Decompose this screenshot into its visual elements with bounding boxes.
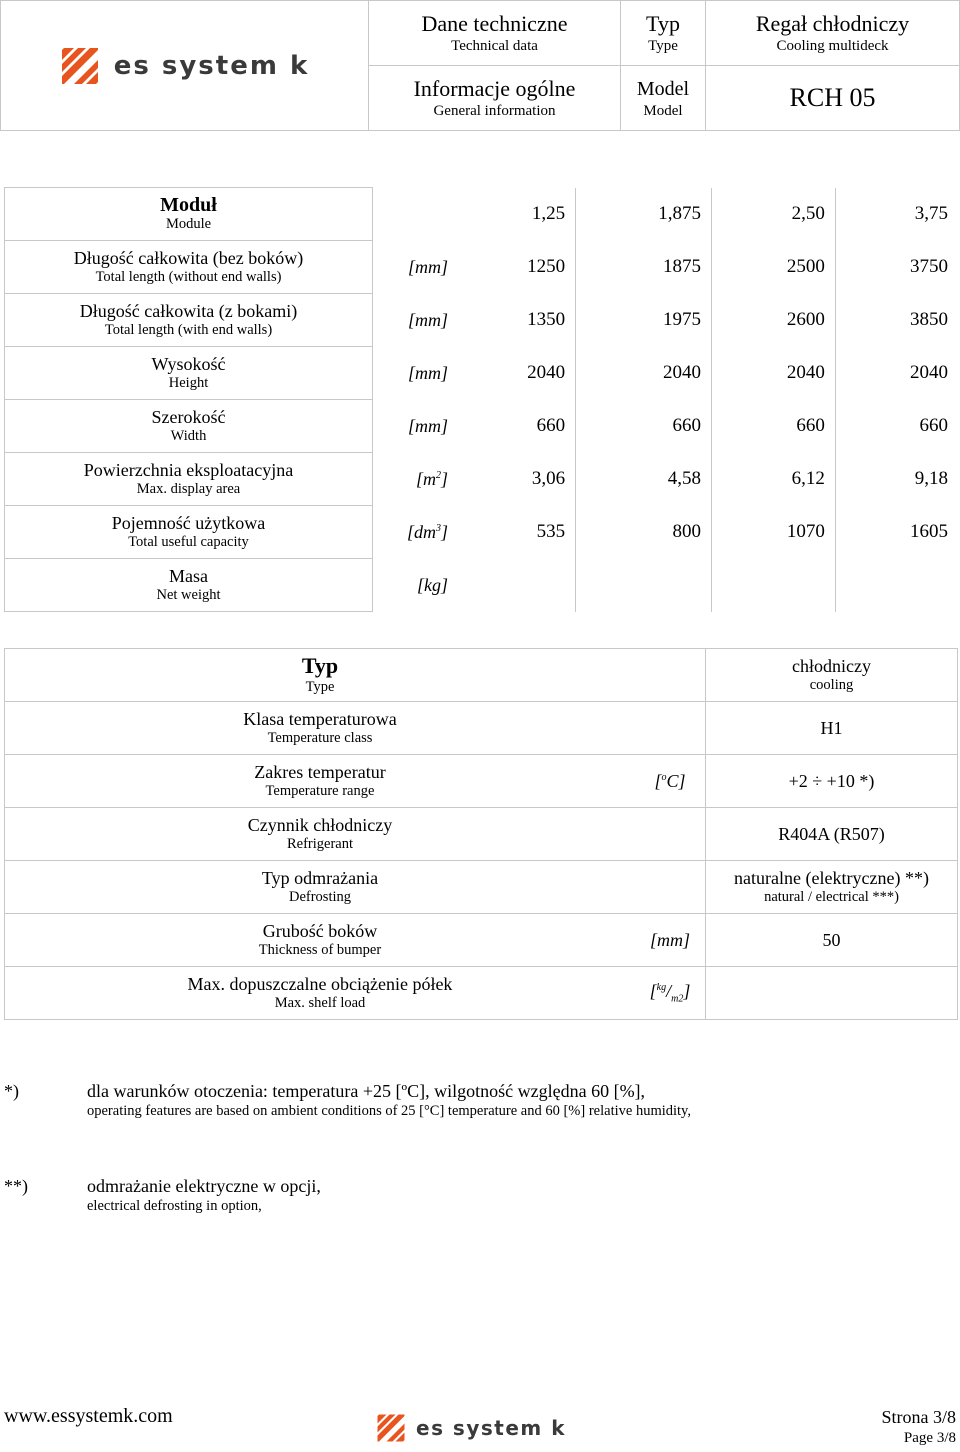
row-label-en: Net weight — [156, 587, 221, 603]
cell-value: 3,06 — [531, 468, 566, 489]
bumper-value-text: 50 — [822, 930, 841, 950]
type-label-pl: Typ — [301, 653, 339, 678]
unit-slash: / — [666, 981, 672, 1002]
type-label-pl: Typ — [646, 11, 680, 36]
row-label-pl: Czynnik chłodniczy — [247, 815, 393, 835]
row-unit — [373, 453, 454, 506]
row-label-en: Total length (with end walls) — [104, 322, 273, 338]
cell-value: 1605 — [835, 506, 958, 559]
model-value-cell — [706, 66, 960, 131]
defrost-value — [706, 861, 958, 914]
logo-cell — [1, 1, 369, 131]
logo-mark-icon — [376, 1413, 406, 1443]
dimensions-table — [4, 187, 958, 612]
cell-value: 3850 — [835, 294, 958, 347]
cell-value: 2040 — [711, 347, 835, 400]
row-label-pl: Długość całkowita (z bokami) — [79, 301, 298, 321]
cell-value — [453, 559, 576, 612]
row-label-en: Width — [170, 428, 207, 444]
type-label-en: Type — [305, 679, 335, 695]
note-text-en: operating features are based on ambient conditions of 25 [°C] temperature and 60 [%] relative humidity, — [87, 1103, 691, 1119]
cell-value: 1250 — [527, 256, 566, 277]
cell-value: 2600 — [711, 294, 835, 347]
cell-value: 660 — [711, 400, 835, 453]
net-weight-label — [5, 559, 373, 612]
cell-value: 6,12 — [711, 453, 835, 506]
bumper-label — [5, 914, 636, 967]
row-label-pl: Max. dopuszczalne obciążenie półek — [187, 974, 453, 994]
type-value-pl: chłodniczy — [792, 656, 871, 676]
general-info-en: General information — [433, 103, 556, 119]
defrost-value-pl: naturalne (elektryczne) **) — [734, 868, 929, 888]
row-label-pl: Powierzchnia eksploatacyjna — [83, 460, 294, 480]
tech-title-en: Technical data — [451, 38, 538, 54]
length-no-walls-label — [5, 241, 373, 294]
cell-value: 2040 — [527, 362, 566, 383]
unit-kg: kg — [656, 982, 667, 994]
unit-open: [ — [654, 770, 662, 791]
cell-value: 1350 — [527, 309, 566, 330]
type-value-en: Cooling multideck — [776, 38, 889, 54]
row-label-en: Total useful capacity — [128, 534, 249, 550]
height-label — [5, 347, 373, 400]
unit-open: [ — [649, 981, 657, 1002]
general-info-cell — [369, 66, 621, 131]
unit-sup: 2 — [435, 469, 441, 481]
table-row — [5, 506, 959, 559]
model-value: RCH 05 — [789, 83, 876, 112]
row-label-en: Defrosting — [288, 889, 351, 905]
cell-value: 800 — [576, 506, 712, 559]
type-value-cell — [706, 1, 960, 66]
table-row — [5, 967, 958, 1020]
refrigerant-value — [706, 808, 958, 861]
bumper-value — [706, 914, 958, 967]
row-label-en: Max. shelf load — [274, 995, 366, 1011]
shelf-load-label — [5, 967, 636, 1020]
table-row — [5, 400, 959, 453]
temp-class-value-text: H1 — [820, 718, 843, 738]
row-label-en: Temperature range — [265, 783, 375, 799]
table-row — [5, 347, 959, 400]
type-value — [706, 649, 958, 702]
type-label-en: Type — [648, 38, 678, 54]
table-row — [5, 294, 959, 347]
temp-range-value-text: +2 ÷ +10 *) — [788, 771, 875, 791]
type-label-cell — [621, 1, 706, 66]
row-label-pl: Zakres temperatur — [254, 762, 386, 782]
refrigerant-value-text: R404A (R507) — [778, 824, 885, 844]
logo-wordmark: es system k — [113, 50, 310, 81]
row-label-en: Height — [168, 375, 209, 391]
cell-value: 660 — [835, 400, 958, 453]
note-mark: *) — [4, 1081, 19, 1101]
shelf-load-unit — [635, 967, 706, 1020]
cell-value — [835, 559, 958, 612]
module-value: 1,25 — [531, 203, 566, 224]
tech-title-pl: Dane techniczne — [421, 11, 568, 36]
row-label-en: Max. display area — [136, 481, 241, 497]
note-mark: **) — [4, 1176, 28, 1196]
table-row — [5, 559, 959, 612]
unit-sup: 3 — [435, 522, 441, 534]
note-text-pl: odmrażanie elektryczne w opcji, — [87, 1176, 321, 1196]
module-label-en: Module — [165, 216, 212, 232]
shelf-load-value — [706, 967, 958, 1020]
cell-value: 1975 — [576, 294, 712, 347]
row-label-en: Total length (without end walls) — [95, 269, 282, 285]
company-logo — [1, 1, 368, 130]
defrost-value-en: natural / electrical ***) — [764, 889, 899, 905]
row-unit: [mm] — [407, 256, 448, 277]
row-label-pl: Wysokość — [151, 354, 226, 374]
type-table — [4, 648, 958, 1020]
row-label-pl: Klasa temperaturowa — [243, 709, 397, 729]
footer-logo — [376, 1413, 566, 1443]
module-label — [5, 188, 373, 241]
unit-base: [dm — [406, 521, 436, 542]
module-value: 2,50 — [711, 188, 835, 241]
cell-value: 2040 — [576, 347, 712, 400]
module-value: 3,75 — [835, 188, 958, 241]
cell-value: 2040 — [835, 347, 958, 400]
row-label-pl: Pojemność użytkowa — [111, 513, 266, 533]
row-label-en: Thickness of bumper — [258, 942, 382, 958]
row-label-pl: Długość całkowita (bez boków) — [73, 248, 304, 268]
row-label-pl: Masa — [169, 566, 208, 586]
row-unit: [kg] — [417, 574, 448, 595]
cell-value: 4,58 — [576, 453, 712, 506]
cell-value: 535 — [536, 521, 566, 542]
general-info-pl: Informacje ogólne — [413, 76, 576, 101]
row-label-pl: Grubość boków — [262, 921, 378, 941]
unit-close: C] — [666, 770, 686, 791]
unit-end: ] — [440, 521, 448, 542]
cell-value: 1875 — [576, 241, 712, 294]
table-row — [5, 861, 958, 914]
row-label-pl: Typ odmrażania — [261, 868, 379, 888]
website-link[interactable]: www.essystemk.com — [4, 1405, 173, 1427]
table-row — [5, 453, 959, 506]
page-number-en: Page 3/8 — [903, 1430, 956, 1446]
model-label-en: Model — [643, 103, 683, 119]
type-value-en: cooling — [809, 677, 854, 693]
cell-value: 9,18 — [835, 453, 958, 506]
unit-base: [m — [415, 468, 436, 489]
table-row — [5, 914, 958, 967]
table-row — [5, 702, 958, 755]
temp-class-label — [5, 702, 636, 755]
temp-range-unit — [635, 755, 706, 808]
module-value: 1,875 — [576, 188, 712, 241]
model-label-cell — [621, 66, 706, 131]
cell-value: 660 — [536, 415, 566, 436]
unit-close: ] — [683, 981, 691, 1002]
temp-class-value — [706, 702, 958, 755]
row-unit: [mm] — [407, 362, 448, 383]
type-label — [5, 649, 636, 702]
cell-value — [711, 559, 835, 612]
table-row — [5, 755, 958, 808]
display-area-label — [5, 453, 373, 506]
note-text-en: electrical defrosting in option, — [87, 1198, 262, 1214]
temp-range-label — [5, 755, 636, 808]
row-label-en: Temperature class — [267, 730, 373, 746]
cell-value — [576, 559, 712, 612]
note-text-pl: dla warunków otoczenia: temperatura +25 [ºC], wilgotność względna 60 [%], — [87, 1081, 646, 1101]
logo-wordmark: es system k — [416, 1416, 567, 1440]
table-row — [5, 241, 959, 294]
row-label-en: Refrigerant — [286, 836, 354, 852]
row-label-pl: Szerokość — [151, 407, 226, 427]
unit-end: ] — [440, 468, 448, 489]
unit-sup: o — [661, 771, 667, 783]
model-label-pl: Model — [636, 78, 690, 100]
cell-value: 660 — [576, 400, 712, 453]
logo-mark-icon — [60, 46, 100, 86]
module-label-pl: Moduł — [160, 194, 217, 216]
table-row — [5, 649, 958, 702]
table-row — [5, 188, 959, 241]
tech-data-cell — [369, 1, 621, 66]
width-label — [5, 400, 373, 453]
refrigerant-label — [5, 808, 636, 861]
defrost-label — [5, 861, 636, 914]
temp-range-value — [706, 755, 958, 808]
page-number-pl: Strona 3/8 — [881, 1407, 956, 1427]
length-with-walls-label — [5, 294, 373, 347]
cell-value: 1070 — [711, 506, 835, 559]
table-row — [5, 808, 958, 861]
row-unit: [mm] — [407, 309, 448, 330]
header-table — [0, 0, 960, 131]
cell-value: 3750 — [835, 241, 958, 294]
type-value-pl: Regał chłodniczy — [755, 11, 910, 36]
capacity-label — [5, 506, 373, 559]
bumper-unit: [mm] — [635, 914, 706, 967]
row-unit: [mm] — [407, 415, 448, 436]
row-unit — [373, 506, 454, 559]
cell-value: 2500 — [711, 241, 835, 294]
unit-m2: m2 — [671, 993, 684, 1005]
